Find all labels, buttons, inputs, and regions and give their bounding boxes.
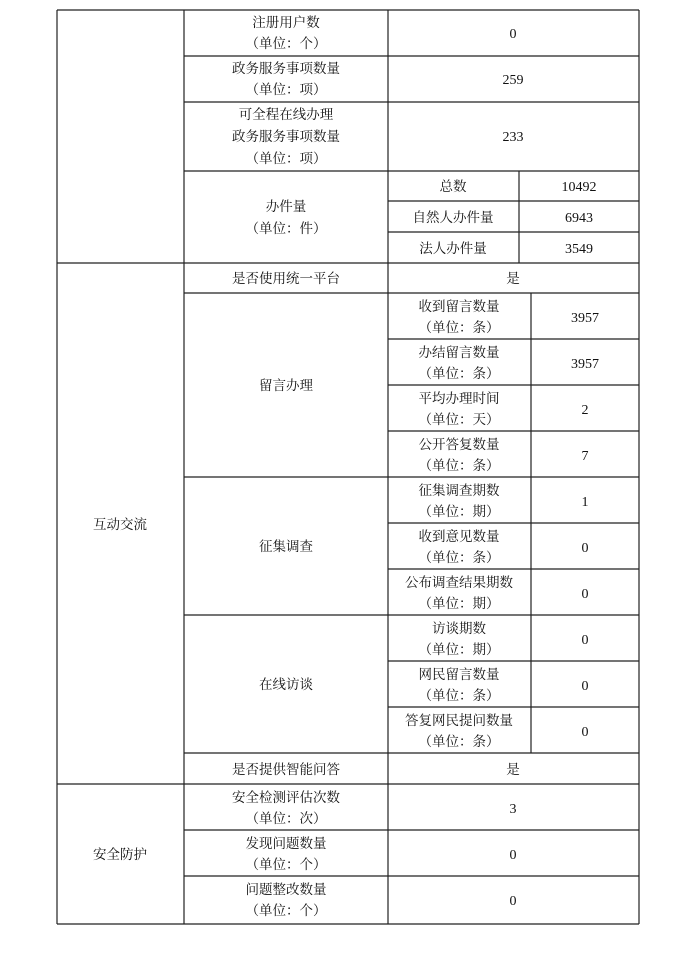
security-issues-value: 0 <box>509 848 517 863</box>
survey-opinions-unit: （单位：条） <box>418 550 500 566</box>
registered-users-label: 注册用户数 <box>252 15 320 31</box>
interview-messages-value: 0 <box>581 679 589 694</box>
interview-replies-unit: （单位：条） <box>418 734 500 750</box>
online-services-value: 233 <box>502 130 524 145</box>
messages-public-value: 7 <box>581 449 589 464</box>
messages-received-value: 3957 <box>571 311 599 326</box>
survey-results-unit: （单位：期） <box>418 596 500 612</box>
cases-legal-value: 3549 <box>565 242 593 257</box>
messages-avgtime-value: 2 <box>581 403 589 418</box>
gov-services-label: 政务服务事项数量 <box>232 61 340 77</box>
security-checks-unit: （单位：次） <box>245 811 327 827</box>
security-fixed-value: 0 <box>509 894 517 909</box>
survey-periods-unit: （单位：期） <box>418 504 500 520</box>
smart-qa-label: 是否提供智能问答 <box>232 762 340 778</box>
unified-platform-label: 是否使用统一平台 <box>232 271 340 287</box>
interview-replies-label: 答复网民提问数量 <box>405 713 513 729</box>
cases-total-label: 总数 <box>439 179 467 195</box>
interview-periods-value: 0 <box>581 633 589 648</box>
survey-results-label: 公布调查结果期数 <box>405 575 513 591</box>
survey-periods-label: 征集调查期数 <box>418 483 500 499</box>
messages-closed-value: 3957 <box>571 357 599 372</box>
online-services-label-2: 政务服务事项数量 <box>232 129 340 145</box>
gov-services-unit: （单位：项） <box>245 82 327 98</box>
interview-periods-label: 访谈期数 <box>432 621 486 637</box>
online-services-unit: （单位：项） <box>245 151 327 167</box>
messages-closed-unit: （单位：条） <box>418 366 500 382</box>
messages-label: 留言办理 <box>259 378 313 394</box>
section-label-interaction: 互动交流 <box>93 517 147 533</box>
survey-opinions-label: 收到意见数量 <box>418 529 500 545</box>
interview-messages-unit: （单位：条） <box>418 688 500 704</box>
messages-received-label: 收到留言数量 <box>418 299 500 315</box>
security-issues-unit: （单位：个） <box>245 857 327 873</box>
online-services-label-1: 可全程在线办理 <box>238 107 334 123</box>
messages-public-label: 公开答复数量 <box>418 437 500 453</box>
survey-periods-value: 1 <box>581 495 589 510</box>
cases-unit: （单位：件） <box>245 221 327 237</box>
interview-periods-unit: （单位：期） <box>418 642 500 658</box>
messages-public-unit: （单位：条） <box>418 458 500 474</box>
table-grid <box>57 10 639 924</box>
security-fixed-unit: （单位：个） <box>245 903 327 919</box>
cases-natural-label: 自然人办件量 <box>412 210 494 226</box>
messages-closed-label: 办结留言数量 <box>418 345 500 361</box>
survey-label: 征集调查 <box>259 539 313 555</box>
smart-qa-value: 是 <box>506 762 520 778</box>
registered-users-unit: （单位：个） <box>245 36 327 52</box>
security-fixed-label: 问题整改数量 <box>245 882 327 898</box>
section-label-security: 安全防护 <box>93 847 147 863</box>
interview-replies-value: 0 <box>581 725 589 740</box>
security-checks-value: 3 <box>509 802 517 817</box>
interview-messages-label: 网民留言数量 <box>418 667 500 683</box>
messages-avgtime-label: 平均办理时间 <box>418 391 500 407</box>
security-issues-label: 发现问题数量 <box>245 836 327 852</box>
survey-results-value: 0 <box>581 587 589 602</box>
survey-opinions-value: 0 <box>581 541 589 556</box>
cases-legal-label: 法人办件量 <box>419 241 487 257</box>
interview-label: 在线访谈 <box>259 677 313 693</box>
messages-avgtime-unit: （单位：天） <box>418 412 500 428</box>
security-checks-label: 安全检测评估次数 <box>232 790 340 806</box>
unified-platform-value: 是 <box>506 271 520 287</box>
cases-label: 办件量 <box>265 199 307 215</box>
cases-total-value: 10492 <box>561 180 597 195</box>
registered-users-value: 0 <box>509 27 517 42</box>
gov-services-value: 259 <box>502 73 524 88</box>
cases-natural-value: 6943 <box>565 211 593 226</box>
messages-received-unit: （单位：条） <box>418 320 500 336</box>
